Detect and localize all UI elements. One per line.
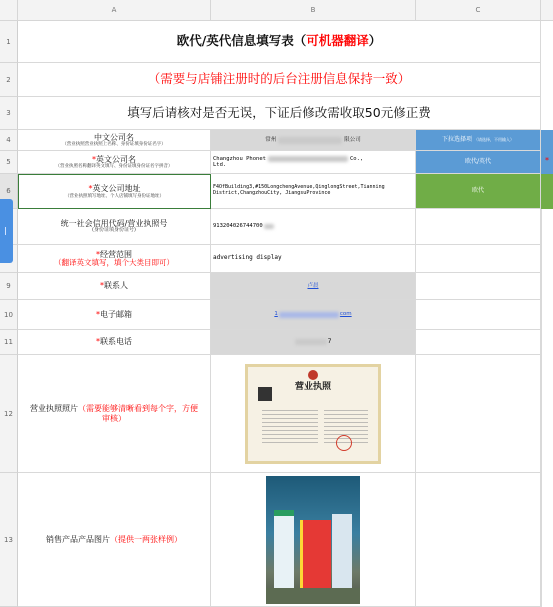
english-company-label-line [92, 155, 136, 164]
banner-stand-center [300, 520, 331, 590]
chinese-company-value-prefix: 常州 [265, 136, 277, 143]
email-label: 电子邮箱 [100, 309, 132, 319]
credit-code-value: 913204026744700 [213, 223, 263, 230]
rep-type-value: 欧代/英代 [464, 157, 492, 165]
business-scope-value-cell[interactable] [211, 245, 416, 273]
col-header-d[interactable] [541, 0, 553, 21]
business-scope-value: advertising display [213, 254, 282, 262]
corner-cell[interactable] [0, 0, 18, 21]
english-address-label-cell[interactable] [18, 174, 211, 209]
contact-label-cell[interactable] [18, 273, 211, 300]
row-header-4[interactable]: 4 [0, 130, 18, 151]
english-company-value2: Ltd. [213, 162, 227, 168]
banner-stand-left [274, 510, 294, 594]
email-value-cell[interactable] [211, 300, 416, 330]
credit-code-value-cell[interactable] [211, 209, 416, 245]
english-company-label-cell[interactable] [18, 151, 211, 174]
chinese-company-label: 中文公司名 [94, 132, 134, 142]
chinese-company-label-cell[interactable] [18, 130, 211, 151]
license-label: 营业执照照片 [30, 404, 78, 414]
row-header-9[interactable]: 9 [0, 273, 18, 300]
empty-cell-c9[interactable] [416, 273, 541, 300]
notice-text: （需要与店铺注册时的后台注册信息保持一致） [147, 71, 411, 87]
dropdown-header-hint: （请选择，不用输入） [474, 136, 514, 142]
license-label-text [30, 404, 198, 422]
col-header-c[interactable]: C [416, 0, 541, 21]
row-header-3[interactable]: 3 [0, 97, 18, 130]
license-text-lines [262, 407, 318, 443]
english-address-label: 英文公司地址 [92, 184, 141, 194]
contact-label: 联系人 [104, 281, 128, 291]
side-panel-tab[interactable] [0, 199, 13, 263]
row-header-11[interactable]: 11 [0, 330, 18, 355]
english-company-value-cell[interactable] [211, 151, 416, 174]
credit-code-label: 统一社会信用代码/营业执照号 [60, 219, 168, 229]
row-header-5[interactable]: 5 [0, 151, 18, 174]
row-header-13[interactable]: 13 [0, 473, 18, 607]
required-star: * [96, 249, 100, 259]
redacted-block [268, 156, 348, 162]
title-cell[interactable] [18, 21, 541, 63]
empty-cell-c8[interactable] [416, 245, 541, 273]
col-d-cell-4[interactable] [541, 130, 553, 151]
dropdown-header-cell[interactable] [416, 130, 541, 151]
contact-value: 卢晨 [307, 282, 319, 289]
english-company-line1 [213, 156, 363, 162]
english-company-value1-end: Co., [349, 155, 364, 162]
english-address-line1: F4OfBuilding3,#150LongchengAvenue,QinglongStreet,Tianning [213, 184, 385, 191]
english-company-label: 英文公司名 [96, 154, 136, 164]
required-star: * [100, 281, 104, 291]
col-d-star: * [545, 156, 549, 165]
col-header-a[interactable]: A [18, 0, 211, 21]
license-photo-cell[interactable] [211, 355, 416, 473]
region-dropdown-cell[interactable] [416, 174, 541, 209]
product-photo-label: 销售产品产品图片 [46, 534, 110, 544]
english-address-label-line [89, 184, 141, 193]
required-star: * [96, 309, 100, 319]
row-header-10[interactable]: 10 [0, 300, 18, 330]
row-header-12[interactable]: 12 [0, 355, 18, 473]
col-header-b[interactable]: B [211, 0, 416, 21]
product-photo-cell[interactable] [211, 473, 416, 607]
product-photo-label-text [46, 535, 182, 544]
floor [266, 588, 360, 604]
english-address-hint: （营业执照填写地址、个人店铺填写身份证地址） [65, 193, 164, 199]
redacted-block [279, 312, 339, 318]
dropdown-header-label: 下拉选择项 [441, 135, 472, 143]
required-star: * [88, 184, 93, 194]
email-value-suffix: com [339, 311, 352, 318]
chinese-company-value-cell[interactable] [211, 130, 416, 151]
contact-value-cell[interactable] [211, 273, 416, 300]
english-company-value1: Changzhou Phonet [213, 155, 266, 162]
col-d-area[interactable] [541, 209, 553, 607]
chinese-company-value-suffix: 限公司 [344, 136, 361, 143]
phone-label-cell[interactable] [18, 330, 211, 355]
email-value-prefix: 1 [274, 311, 278, 318]
english-address-value-cell[interactable] [211, 174, 416, 209]
empty-cell-c12[interactable] [416, 355, 541, 473]
product-photo-hint: （提供一两张样例） [110, 534, 182, 544]
redacted-block [278, 137, 342, 144]
business-scope-label-cell[interactable] [18, 245, 211, 273]
fee-notice-cell[interactable] [18, 97, 541, 130]
banner-stand-right [332, 514, 352, 590]
phone-label: 联系电话 [100, 337, 132, 347]
english-address-line2: District,ChangzhouCity, JiangsuProvince [213, 190, 331, 196]
email-label-cell[interactable] [18, 300, 211, 330]
row-header-2[interactable]: 2 [0, 63, 18, 97]
license-title: 营业执照 [294, 381, 331, 392]
license-label-cell[interactable] [18, 355, 211, 473]
license-emblem-icon [308, 370, 318, 380]
title-text: 欧代/英代信息填写表（ [176, 33, 307, 49]
license-seal-icon [336, 435, 352, 451]
title-red-text: 可机器翻译 [306, 33, 369, 49]
empty-cell-c7[interactable] [416, 209, 541, 245]
region-value: 欧代 [471, 186, 484, 194]
product-sample-image[interactable] [266, 476, 360, 604]
empty-cell-c13[interactable] [416, 473, 541, 607]
redacted-block [295, 339, 327, 345]
col-d-cell-6[interactable] [541, 174, 553, 209]
business-license-image[interactable] [245, 364, 381, 464]
empty-cell-c11[interactable] [416, 330, 541, 355]
title-end-text: ） [368, 33, 382, 49]
phone-value-cell[interactable] [211, 330, 416, 355]
row-header-6[interactable]: 6 [0, 174, 18, 209]
business-scope-hint: （翻译英文填写，填个大类目即可） [54, 257, 174, 267]
license-qr-icon [258, 387, 272, 401]
phone-value: 7 [327, 337, 332, 345]
required-star: * [96, 337, 100, 347]
notice-cell[interactable] [18, 63, 541, 97]
english-company-hint: （营业执照名称翻译英文填写、身份证填身份证名字拼音） [55, 164, 173, 169]
empty-cell-c10[interactable] [416, 300, 541, 330]
required-star: * [92, 154, 96, 164]
col-d-cell-5[interactable] [541, 151, 553, 174]
rep-type-dropdown-cell[interactable] [416, 151, 541, 174]
row-header-1[interactable]: 1 [0, 21, 18, 63]
credit-code-label-cell[interactable] [18, 209, 211, 245]
credit-code-hint: (身份证填身份证号) [92, 227, 136, 234]
business-scope-label: 经营范围 [100, 249, 132, 259]
fee-notice-text: 填写后请核对是否无误，下证后修改需收取50元修正费 [127, 104, 431, 120]
side-tab-handle-icon [5, 227, 9, 235]
chinese-company-hint: （营业执照营业执照上名称、身份证填身份证名字） [62, 142, 166, 147]
redacted-block [264, 224, 274, 229]
license-hint: （需要能够清晰看到每个字，方便审核） [78, 404, 198, 423]
product-photo-label-cell[interactable] [18, 473, 211, 607]
